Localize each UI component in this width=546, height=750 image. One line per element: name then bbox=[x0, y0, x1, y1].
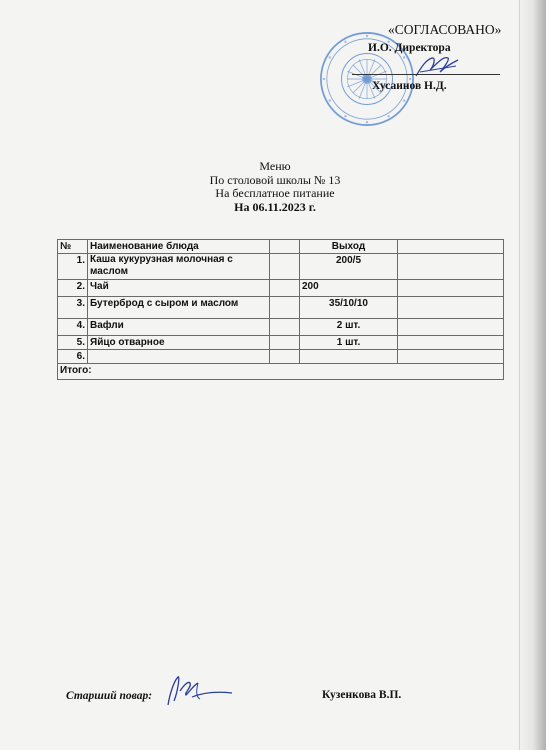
menu-subtitle-meal-type: На бесплатное питание bbox=[215, 186, 335, 200]
approval-signature-line bbox=[352, 74, 500, 75]
row-num: 2. bbox=[58, 280, 88, 297]
approval-name: Хусаинов Н.Д. bbox=[372, 80, 447, 92]
menu-date: На 06.11.2023 г. bbox=[234, 199, 316, 214]
table-row bbox=[58, 254, 504, 280]
menu-table bbox=[57, 239, 504, 380]
menu-title-block bbox=[160, 160, 390, 214]
chef-role: Старший повар: bbox=[66, 690, 153, 702]
row-dish-name: Яйцо отварное bbox=[88, 336, 270, 350]
row-num: 5. bbox=[58, 336, 88, 350]
approval-heading: «СОГЛАСОВАНО» bbox=[388, 22, 502, 37]
row-dish-name: Бутерброд с сыром и маслом bbox=[88, 297, 270, 319]
table-row bbox=[58, 297, 504, 319]
table-row bbox=[58, 350, 504, 364]
menu-subtitle-school: По столовой школы № 13 bbox=[209, 172, 341, 187]
row-output: 35/10/10 bbox=[300, 297, 398, 319]
header-extra bbox=[398, 240, 504, 254]
approval-role: И.О. Директора bbox=[368, 42, 451, 54]
row-blank bbox=[270, 336, 300, 350]
row-dish-name: Вафли bbox=[88, 319, 270, 336]
row-blank bbox=[270, 254, 300, 280]
row-blank bbox=[270, 319, 300, 336]
row-extra bbox=[398, 254, 504, 280]
row-blank bbox=[270, 297, 300, 319]
header-output: Выход bbox=[300, 240, 398, 254]
header-num: № bbox=[58, 240, 88, 254]
row-blank bbox=[270, 280, 300, 297]
total-label: Итого: bbox=[58, 364, 504, 380]
row-extra bbox=[398, 350, 504, 364]
table-row bbox=[58, 319, 504, 336]
director-signature-icon bbox=[412, 52, 462, 80]
row-output: 2 шт. bbox=[300, 319, 398, 336]
table-row bbox=[58, 336, 504, 350]
chef-signature-icon bbox=[162, 671, 236, 711]
table-header-row bbox=[58, 240, 504, 254]
row-dish-name: Каша кукурузная молочная с маслом bbox=[88, 254, 270, 280]
table-row bbox=[58, 280, 504, 297]
row-output: 200 bbox=[300, 280, 398, 297]
header-dish-name: Наименование блюда bbox=[88, 240, 270, 254]
header-blank bbox=[270, 240, 300, 254]
row-output: 200/5 bbox=[300, 254, 398, 280]
table-total-row bbox=[58, 364, 504, 380]
chef-name: Кузенкова В.П. bbox=[322, 689, 402, 701]
row-num: 4. bbox=[58, 319, 88, 336]
row-extra bbox=[398, 280, 504, 297]
row-output: 1 шт. bbox=[300, 336, 398, 350]
row-num: 1. bbox=[58, 254, 88, 280]
row-blank bbox=[270, 350, 300, 364]
row-extra bbox=[398, 336, 504, 350]
row-dish-name: Чай bbox=[88, 280, 270, 297]
menu-title: Меню bbox=[259, 159, 291, 173]
row-extra bbox=[398, 319, 504, 336]
row-num: 3. bbox=[58, 297, 88, 319]
row-num: 6. bbox=[58, 350, 88, 364]
row-extra bbox=[398, 297, 504, 319]
row-dish-name bbox=[88, 350, 270, 364]
scan-edge-shadow bbox=[516, 0, 546, 750]
row-output bbox=[300, 350, 398, 364]
